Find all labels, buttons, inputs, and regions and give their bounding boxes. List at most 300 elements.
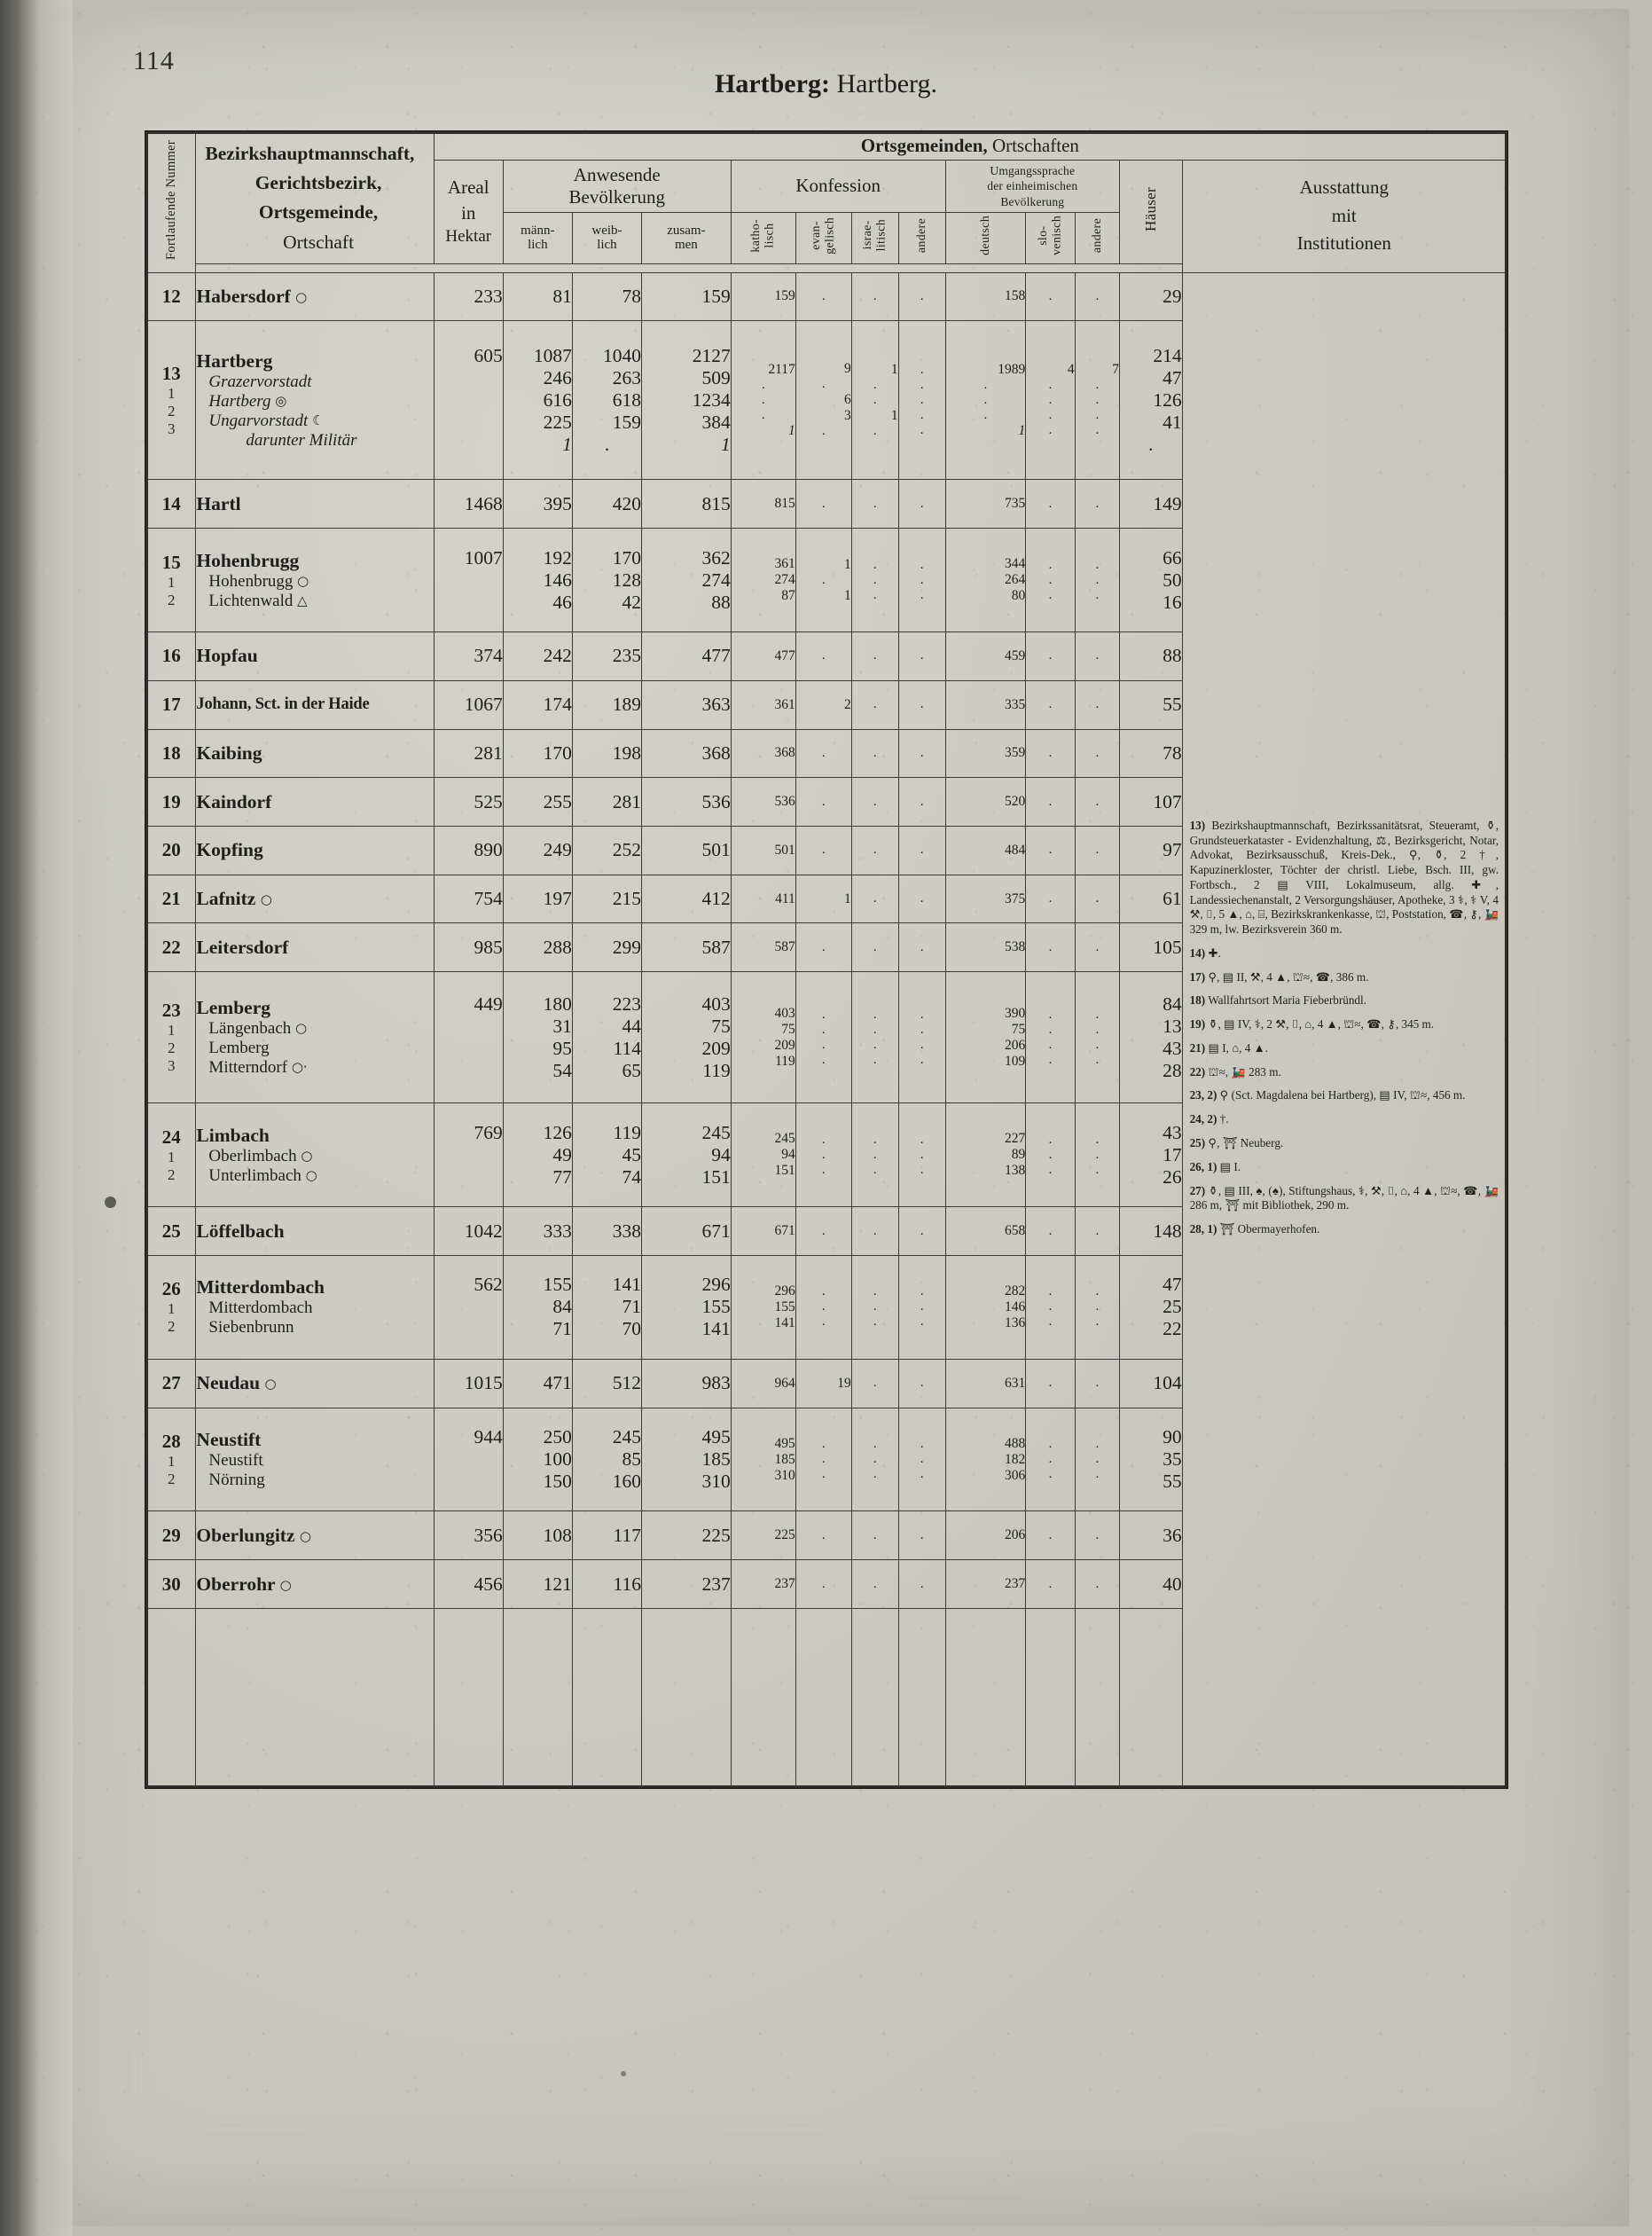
cell-evangelisch: . [795, 778, 851, 827]
cell-spr-andere: . [1075, 1359, 1119, 1408]
cell-total: 495 185 310 [641, 1408, 731, 1511]
cell-total: 368 [641, 729, 731, 778]
cell-place-name: Löffelbach [196, 1207, 434, 1256]
cell-evangelisch: . [795, 923, 851, 972]
cell-male: 242 [503, 632, 572, 681]
cell-deutsch: 1989 . . . 1 [945, 321, 1026, 480]
cell-slovenisch: . [1026, 1511, 1075, 1560]
cell-male: 250 100 150 [503, 1408, 572, 1511]
cell-male: 395 [503, 480, 572, 529]
header-slovenisch [1026, 213, 1075, 263]
header-population-line-2: Bevölkerung [568, 185, 666, 208]
header-place-line-4: Ortschaft [283, 231, 355, 253]
cell-deutsch: 520 [945, 778, 1026, 827]
header-running-number [147, 133, 196, 273]
cell-place-name: Oberlungitz ○ [196, 1511, 434, 1560]
cell-empty [1026, 1609, 1075, 1787]
cell-male: 170 [503, 729, 572, 778]
cell-evangelisch: . [795, 632, 851, 681]
cell-total: 536 [641, 778, 731, 827]
cell-spr-andere: . . . [1075, 1103, 1119, 1207]
cell-evangelisch: 2 [795, 680, 851, 729]
cell-konf-andere: . [898, 1511, 945, 1560]
cell-katholisch: 361 [731, 680, 795, 729]
cell-evangelisch: 9 . 6 3 . [795, 321, 851, 480]
header-israelitisch-label: israe- litisch [861, 219, 889, 252]
cell-deutsch: 359 [945, 729, 1026, 778]
header-haeuser [1120, 160, 1183, 263]
cell-katholisch: 964 [731, 1359, 795, 1408]
cell-running-number: 23 1 2 3 [147, 972, 196, 1103]
cell-konf-andere: . [898, 827, 945, 875]
cell-female: 338 [572, 1207, 641, 1256]
header-slovenisch-label: slo- venisch [1036, 216, 1064, 256]
cell-katholisch: 403 75 209 119 [731, 972, 795, 1103]
scan-speck [105, 1196, 116, 1208]
cell-israelitisch: . . . [851, 1255, 898, 1359]
cell-empty [641, 1609, 731, 1787]
cell-katholisch: 225 [731, 1511, 795, 1560]
gazetteer-body [147, 272, 1507, 1786]
cell-haeuser: 104 [1120, 1359, 1183, 1408]
ausstattung-note [1190, 970, 1499, 985]
cell-male: 255 [503, 778, 572, 827]
ausstattung-note-label: 24, 2) [1189, 1112, 1217, 1126]
ausstattung-note-label: 21) [1189, 1040, 1206, 1055]
cell-male: 81 [503, 272, 572, 321]
cell-israelitisch: . [851, 480, 898, 529]
cell-konf-andere: . . . [898, 1408, 945, 1511]
cell-katholisch: 159 [731, 272, 795, 321]
cell-evangelisch: 1 [795, 875, 851, 923]
ausstattung-note-text: ⛫≈, 🚂 283 m. [1208, 1064, 1281, 1079]
cell-israelitisch: . . . . [851, 972, 898, 1103]
cell-konf-andere: . [898, 480, 945, 529]
cell-total: 815 [641, 480, 731, 529]
cell-deutsch: 459 [945, 632, 1026, 681]
cell-deutsch: 158 [945, 272, 1026, 321]
header-konf-andere-label: andere [914, 218, 928, 254]
cell-katholisch: 237 [731, 1560, 795, 1609]
cell-total: 983 [641, 1359, 731, 1408]
cell-deutsch: 227 89 138 [945, 1103, 1026, 1207]
cell-katholisch: 296 155 141 [731, 1255, 795, 1359]
cell-areal: 769 [434, 1103, 503, 1207]
cell-areal: 754 [434, 875, 503, 923]
cell-running-number: 28 1 2 [147, 1408, 196, 1511]
cell-place-name: Leitersdorf [196, 923, 434, 972]
cell-konf-andere: . . . [898, 1255, 945, 1359]
cell-place-name: Oberrohr ○ [196, 1560, 434, 1609]
cell-place-name: Kaindorf [196, 778, 434, 827]
cell-slovenisch: . [1026, 1560, 1075, 1609]
cell-haeuser: 148 [1120, 1207, 1183, 1256]
cell-konf-andere: . . . [898, 529, 945, 632]
cell-israelitisch: . . . [851, 1408, 898, 1511]
header-female-line-2: lich [597, 238, 617, 253]
ausstattung-note [1190, 993, 1499, 1008]
ausstattung-note [1190, 1222, 1499, 1237]
cell-israelitisch: . [851, 923, 898, 972]
cell-konf-andere: . [898, 680, 945, 729]
cell-female: 117 [572, 1511, 641, 1560]
cell-place-name: Lemberg Längenbach ○ Lemberg Mitterndorf ○· [196, 972, 434, 1103]
header-israelitisch [851, 213, 898, 263]
cell-slovenisch: . [1026, 778, 1075, 827]
header-sprache-line-2: der einheimischen [987, 179, 1078, 193]
cell-areal: 356 [434, 1511, 503, 1560]
cell-running-number: 27 [147, 1359, 196, 1408]
cell-running-number: 30 [147, 1560, 196, 1609]
cell-katholisch: 587 [731, 923, 795, 972]
cell-female: 189 [572, 680, 641, 729]
cell-konf-andere: . [898, 729, 945, 778]
header-ausstattung [1182, 160, 1506, 272]
cell-israelitisch: . [851, 1511, 898, 1560]
cell-konf-andere: . [898, 923, 945, 972]
cell-slovenisch: . [1026, 272, 1075, 321]
ausstattung-note-label: 18) [1189, 993, 1206, 1008]
cell-total: 363 [641, 680, 731, 729]
cell-female: 252 [572, 827, 641, 875]
cell-areal: 1042 [434, 1207, 503, 1256]
cell-empty [898, 1609, 945, 1787]
cell-total: 501 [641, 827, 731, 875]
ausstattung-note-text: ⚲, ⛩ Neuberg. [1208, 1135, 1284, 1149]
cell-place-name: Hohenbrugg Hohenbrugg ○ Lichtenwald △ [196, 529, 434, 632]
cell-spr-andere: . [1075, 729, 1119, 778]
cell-israelitisch: . [851, 1359, 898, 1408]
header-konfession-group [731, 160, 945, 213]
cell-spr-andere: . [1075, 632, 1119, 681]
cell-empty [851, 1609, 898, 1787]
cell-deutsch: 390 75 206 109 [945, 972, 1026, 1103]
ausstattung-note [1190, 1065, 1499, 1080]
cell-spr-andere: . . . [1075, 529, 1119, 632]
cell-deutsch: 335 [945, 680, 1026, 729]
cell-areal: 374 [434, 632, 503, 681]
cell-deutsch: 344 264 80 [945, 529, 1026, 632]
cell-katholisch: 671 [731, 1207, 795, 1256]
cell-areal: 1468 [434, 480, 503, 529]
ausstattung-note-text: ▤ I. [1219, 1159, 1241, 1173]
cell-female: 119 45 74 [572, 1103, 641, 1207]
header-sprache-line-3: Bevölkerung [1000, 194, 1065, 208]
ausstattung-note-label: 19) [1189, 1017, 1206, 1032]
cell-areal: 562 [434, 1255, 503, 1359]
cell-running-number: 18 [147, 729, 196, 778]
cell-deutsch: 237 [945, 1560, 1026, 1609]
cell-israelitisch: . [851, 875, 898, 923]
cell-evangelisch: . [795, 1207, 851, 1256]
cell-deutsch: 538 [945, 923, 1026, 972]
header-konfession-label: Konfession [795, 175, 881, 197]
cell-katholisch: 368 [731, 729, 795, 778]
cell-evangelisch: . [795, 827, 851, 875]
cell-female: 281 [572, 778, 641, 827]
cell-spr-andere: 7 . . . . [1075, 321, 1119, 480]
header-span-ortsgemeinden [434, 133, 1506, 161]
cell-evangelisch: . . . [795, 1408, 851, 1511]
cell-female: 299 [572, 923, 641, 972]
cell-katholisch: 815 [731, 480, 795, 529]
cell-spr-andere: . [1075, 680, 1119, 729]
cell-deutsch: 375 [945, 875, 1026, 923]
cell-areal: 1015 [434, 1359, 503, 1408]
cell-haeuser: 88 [1120, 632, 1183, 681]
cell-slovenisch: . [1026, 729, 1075, 778]
ausstattung-note-label: 14) [1189, 945, 1206, 960]
header-katholisch-label: katho- lisch [749, 218, 777, 253]
cell-katholisch: 477 [731, 632, 795, 681]
header-total [641, 213, 731, 263]
cell-haeuser: 105 [1120, 923, 1183, 972]
cell-spr-andere: . . . [1075, 1408, 1119, 1511]
cell-total: 587 [641, 923, 731, 972]
cell-konf-andere: . [898, 875, 945, 923]
cell-male: 471 [503, 1359, 572, 1408]
header-spr-andere [1075, 213, 1119, 263]
cell-slovenisch: . [1026, 632, 1075, 681]
running-head [0, 69, 1652, 99]
cell-israelitisch: . [851, 827, 898, 875]
book-gutter-shadow [0, 0, 41, 2236]
ausstattung-note-text: ⛩ Obermayerhofen. [1219, 1222, 1320, 1236]
cell-female: 170 128 42 [572, 529, 641, 632]
cell-israelitisch: . [851, 778, 898, 827]
cell-slovenisch: . [1026, 480, 1075, 529]
cell-evangelisch: 1 . 1 [795, 529, 851, 632]
gazetteer-table [146, 132, 1507, 1787]
cell-evangelisch: . [795, 480, 851, 529]
cell-katholisch: 2117 . . . 1 [731, 321, 795, 480]
cell-empty [147, 1609, 196, 1787]
cell-place-name: Neustift Neustift Nörning [196, 1408, 434, 1511]
cell-areal: 1067 [434, 680, 503, 729]
cell-total: 245 94 151 [641, 1103, 731, 1207]
header-place-names [196, 133, 434, 264]
cell-slovenisch: . . . [1026, 1103, 1075, 1207]
ausstattung-note [1190, 1160, 1499, 1175]
ausstattung-note-text: ▤ I, ⌂, 4 ▲. [1208, 1040, 1268, 1055]
cell-male: 155 84 71 [503, 1255, 572, 1359]
cell-slovenisch: . . . . [1026, 972, 1075, 1103]
header-deutsch [945, 213, 1026, 263]
header-spr-andere-label: andere [1090, 218, 1104, 254]
cell-haeuser: 90 35 55 [1120, 1408, 1183, 1511]
cell-male: 126 49 77 [503, 1103, 572, 1207]
header-katholisch [731, 213, 795, 263]
ausstattung-note [1190, 1088, 1499, 1103]
cell-haeuser: 97 [1120, 827, 1183, 875]
cell-total: 477 [641, 632, 731, 681]
cell-running-number: 16 [147, 632, 196, 681]
cell-israelitisch: . [851, 1207, 898, 1256]
cell-total: 159 [641, 272, 731, 321]
cell-evangelisch: . . . . [795, 972, 851, 1103]
cell-areal: 1007 [434, 529, 503, 632]
cell-katholisch: 536 [731, 778, 795, 827]
cell-evangelisch: . [795, 272, 851, 321]
cell-place-name: Lafnitz ○ [196, 875, 434, 923]
cell-evangelisch: . [795, 1511, 851, 1560]
cell-haeuser: 107 [1120, 778, 1183, 827]
ausstattung-note [1190, 1112, 1499, 1127]
cell-place-name: Kopfing [196, 827, 434, 875]
header-spacer-row [147, 263, 1507, 272]
ausstattung-note-text: Bezirkshauptmannschaft, Bezirkssanitätsrat, Steueramt, ⚱, Grundsteuerkataster - Evidenzhaltung, ⚖, Bezirksgericht, Notar, Advokat, Bezirksausschuß, Kreis-Dek., ⚲, ⚱, 2 †, Kapuzinerkloster, Töchter der christl. Liebe, Bsch. III, gw. Fortbsch., 2 ▤ VIII, Lokalmuseum, allg. ✚, Landessiechenanstalt, 2 Versorgungshäuser, Apotheke, 3 ⚕, ⚕ V, 4 ⚒, ⌷, 5 ▲, ⌂, ⌸, Bezirkskrankenkasse, ⛫, Poststation, ☎, ⚷, 🚂 329 m, lw. Bezirksverein 360 m. [1189, 818, 1499, 937]
cell-total: 412 [641, 875, 731, 923]
cell-haeuser: 214 47 126 41 . [1120, 321, 1183, 480]
cell-male: 288 [503, 923, 572, 972]
cell-israelitisch: . [851, 729, 898, 778]
ausstattung-note-label: 25) [1189, 1135, 1206, 1149]
ausstattung-note-text: ⚱, ▤ III, ♠, (♠), Stiftungshaus, ⚕, ⚒, ⌷, ⌂, 4 ▲, ⛫≈, ☎, 🚂 286 m, ⛩ mit Bibliothek, 290 m. [1189, 1183, 1499, 1212]
header-ausstattung-line-2: mit [1331, 204, 1357, 226]
cell-israelitisch: . [851, 1560, 898, 1609]
cell-spr-andere: . [1075, 1207, 1119, 1256]
cell-spr-andere: . [1075, 875, 1119, 923]
cell-slovenisch: . [1026, 1359, 1075, 1408]
cell-katholisch: 501 [731, 827, 795, 875]
ausstattung-note [1190, 1184, 1499, 1214]
cell-katholisch: 361 274 87 [731, 529, 795, 632]
ausstattung-note-label: 28, 1) [1189, 1222, 1217, 1236]
cell-total: 237 [641, 1560, 731, 1609]
cell-running-number: 15 1 2 [147, 529, 196, 632]
header-areal-line-1: Areal [447, 177, 489, 199]
cell-running-number: 17 [147, 680, 196, 729]
cell-haeuser: 84 13 43 28 [1120, 972, 1183, 1103]
running-head-district: Hartberg: [714, 69, 830, 98]
cell-haeuser: 78 [1120, 729, 1183, 778]
cell-haeuser: 61 [1120, 875, 1183, 923]
cell-empty [731, 1609, 795, 1787]
cell-female: 223 44 114 65 [572, 972, 641, 1103]
cell-slovenisch: . [1026, 875, 1075, 923]
cell-spr-andere: . [1075, 923, 1119, 972]
cell-running-number: 19 [147, 778, 196, 827]
cell-haeuser: 40 [1120, 1560, 1183, 1609]
cell-female: 235 [572, 632, 641, 681]
ausstattung-note-label: 17) [1189, 969, 1206, 984]
header-place-line-3: Ortsgemeinde, [258, 201, 379, 224]
cell-male: 192 146 46 [503, 529, 572, 632]
header-span-bold: Ortsgemeinden, [860, 135, 988, 156]
cell-katholisch: 495 185 310 [731, 1408, 795, 1511]
cell-total: 403 75 209 119 [641, 972, 731, 1103]
header-female-line-1: weib- [591, 223, 622, 238]
cell-israelitisch: . [851, 680, 898, 729]
cell-israelitisch: . . . [851, 529, 898, 632]
header-areal-line-3: Hektar [445, 227, 492, 247]
cell-empty [1075, 1609, 1119, 1787]
cell-male: 174 [503, 680, 572, 729]
cell-slovenisch: 4 . . . . [1026, 321, 1075, 480]
cell-slovenisch: . [1026, 680, 1075, 729]
cell-slovenisch: . [1026, 827, 1075, 875]
cell-israelitisch: . [851, 632, 898, 681]
cell-place-name: Hartberg Grazervorstadt Hartberg ◎ Ungarvorstadt ☾ darunter Militär [196, 321, 434, 480]
header-deutsch-label: deutsch [978, 216, 992, 256]
cell-haeuser: 36 [1120, 1511, 1183, 1560]
cell-running-number: 25 [147, 1207, 196, 1256]
cell-ausstattung [1182, 272, 1506, 1786]
cell-konf-andere: . [898, 1560, 945, 1609]
ausstattung-note-label: 26, 1) [1189, 1159, 1217, 1173]
header-population-group [503, 160, 731, 213]
header-male [503, 213, 572, 263]
ausstattung-note-text: ✚. [1208, 945, 1221, 960]
cell-empty [503, 1609, 572, 1787]
cell-total: 225 [641, 1511, 731, 1560]
cell-male: 333 [503, 1207, 572, 1256]
cell-evangelisch: . [795, 1560, 851, 1609]
cell-evangelisch: . . . [795, 1103, 851, 1207]
cell-male: 1087 246 616 225 1 [503, 321, 572, 480]
ausstattung-note [1190, 819, 1499, 938]
cell-empty [434, 1609, 503, 1787]
ausstattung-note [1190, 1041, 1499, 1056]
ausstattung-note [1190, 1017, 1499, 1032]
header-ausstattung-line-1: Ausstattung [1299, 177, 1389, 199]
cell-deutsch: 282 146 136 [945, 1255, 1026, 1359]
cell-running-number: 22 [147, 923, 196, 972]
cell-total: 362 274 88 [641, 529, 731, 632]
header-sprache-line-1: Umgangssprache [990, 163, 1076, 177]
cell-running-number: 13 1 2 3 [147, 321, 196, 480]
header-running-number-label: Fortlaufende Nummer [164, 140, 179, 260]
cell-deutsch: 488 182 306 [945, 1408, 1026, 1511]
cell-place-name: Habersdorf ○ [196, 272, 434, 321]
cell-konf-andere: . . . . . [898, 321, 945, 480]
cell-konf-andere: . [898, 1207, 945, 1256]
cell-running-number: 14 [147, 480, 196, 529]
header-female [572, 213, 641, 263]
cell-haeuser: 66 50 16 [1120, 529, 1183, 632]
ausstattung-note [1190, 946, 1499, 961]
cell-empty [1120, 1609, 1183, 1787]
ausstattung-note-text: †. [1219, 1112, 1229, 1126]
header-male-line-2: lich [528, 238, 548, 253]
cell-place-name: Mitterdombach Mitterdombach Siebenbrunn [196, 1255, 434, 1359]
cell-spr-andere: . [1075, 827, 1119, 875]
cell-total: 2127 509 1234 384 1 [641, 321, 731, 480]
cell-deutsch: 735 [945, 480, 1026, 529]
cell-running-number: 24 1 2 [147, 1103, 196, 1207]
cell-empty [945, 1609, 1026, 1787]
cell-empty [196, 1609, 434, 1787]
book-gutter-gradient [41, 0, 73, 2236]
cell-place-name: Neudau ○ [196, 1359, 434, 1408]
header-haeuser-label: Häuser [1142, 186, 1160, 231]
cell-female: 198 [572, 729, 641, 778]
cell-haeuser: 149 [1120, 480, 1183, 529]
cell-israelitisch: 1 . . 1 . [851, 321, 898, 480]
cell-evangelisch: . . . [795, 1255, 851, 1359]
header-evangelisch [795, 213, 851, 263]
cell-female: 420 [572, 480, 641, 529]
cell-female: 1040 263 618 159 . [572, 321, 641, 480]
cell-areal: 890 [434, 827, 503, 875]
cell-slovenisch: . . . [1026, 1255, 1075, 1359]
cell-konf-andere: . [898, 272, 945, 321]
header-population-line-1: Anwesende [573, 163, 661, 185]
header-ausstattung-line-3: Institutionen [1296, 232, 1391, 255]
header-total-line-2: men [674, 238, 698, 253]
ausstattung-note-label: 23, 2) [1189, 1088, 1217, 1102]
cell-empty [795, 1609, 851, 1787]
